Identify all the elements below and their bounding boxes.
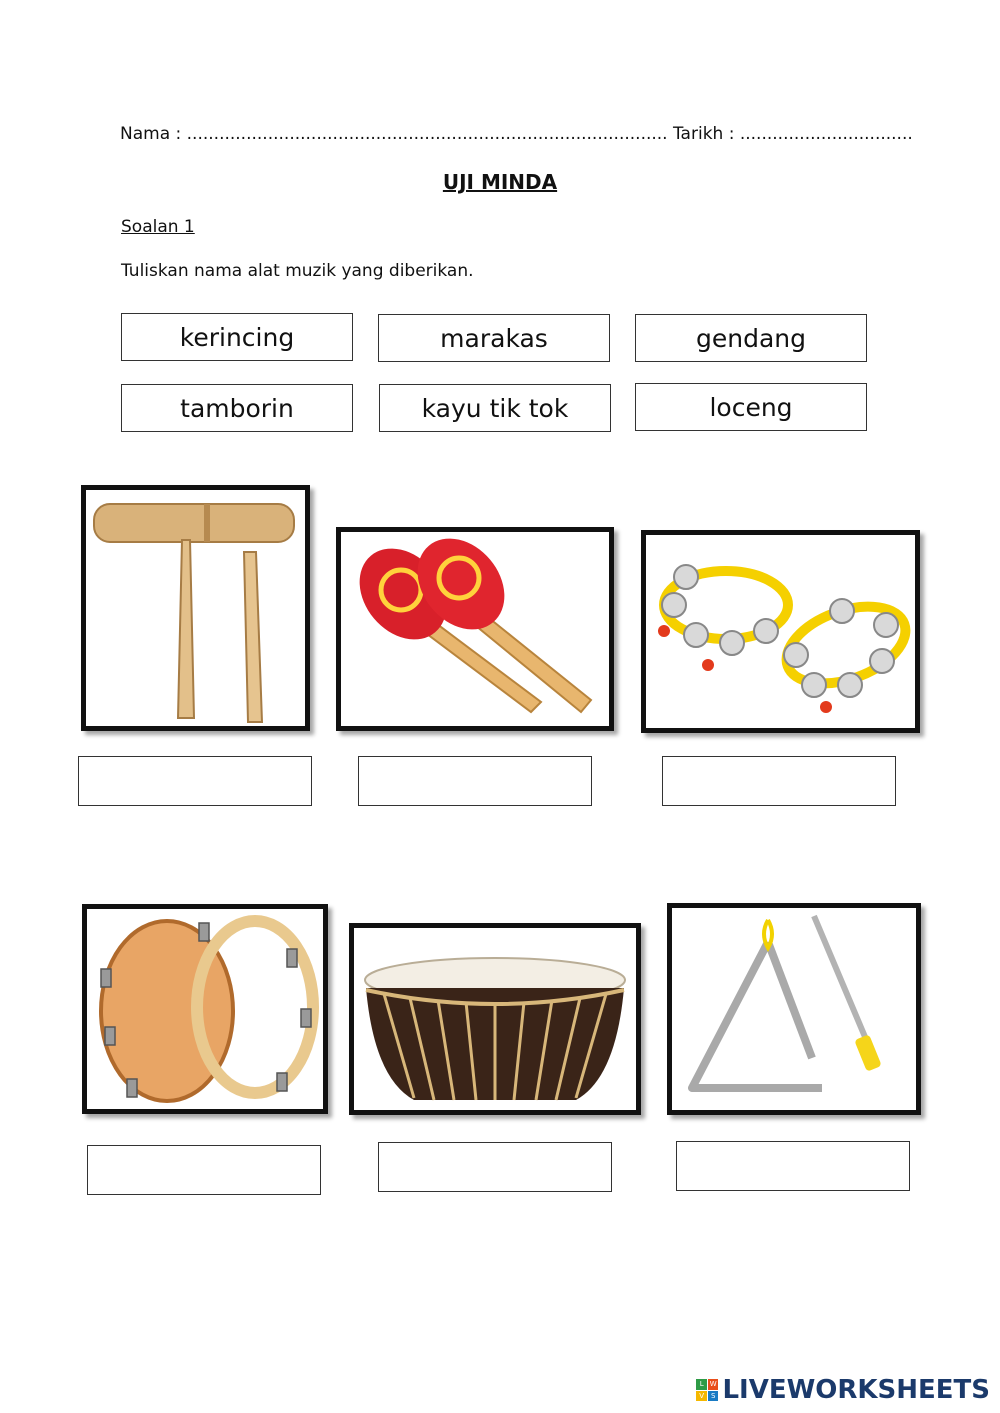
picture-drum bbox=[349, 923, 641, 1115]
name-date-line: Nama : ......................................................................................... Tarikh : ................................ bbox=[120, 124, 913, 144]
answer-box-6[interactable] bbox=[676, 1141, 910, 1191]
drum-icon bbox=[354, 928, 636, 1110]
picture-tambourine bbox=[82, 904, 328, 1114]
word-box-gendang[interactable]: gendang bbox=[635, 314, 867, 362]
answer-box-5[interactable] bbox=[378, 1142, 612, 1192]
word-box-tamborin[interactable]: tamborin bbox=[121, 384, 353, 432]
picture-wood-block bbox=[81, 485, 310, 731]
logo-mark-icon: L W V S bbox=[696, 1379, 718, 1401]
triangle-icon bbox=[672, 908, 916, 1110]
picture-jingle-bells bbox=[641, 530, 920, 733]
answer-box-2[interactable] bbox=[358, 756, 592, 806]
answer-box-1[interactable] bbox=[78, 756, 312, 806]
question-label: Soalan 1 bbox=[121, 217, 195, 237]
picture-maracas bbox=[336, 527, 614, 731]
wood-block-icon bbox=[86, 490, 305, 726]
maracas-icon bbox=[341, 532, 609, 726]
word-box-kayu-tik-tok[interactable]: kayu tik tok bbox=[379, 384, 611, 432]
picture-triangle bbox=[667, 903, 921, 1115]
word-box-kerincing[interactable]: kerincing bbox=[121, 313, 353, 361]
word-box-marakas[interactable]: marakas bbox=[378, 314, 610, 362]
instruction-text: Tuliskan nama alat muzik yang diberikan. bbox=[121, 261, 474, 281]
logo-text: LIVEWORKSHEETS bbox=[722, 1375, 990, 1405]
tambourine-icon bbox=[87, 909, 323, 1109]
jingle-bells-icon bbox=[646, 535, 915, 728]
answer-box-4[interactable] bbox=[87, 1145, 321, 1195]
word-box-loceng[interactable]: loceng bbox=[635, 383, 867, 431]
liveworksheets-logo bbox=[696, 1375, 990, 1405]
page-title: UJI MINDA bbox=[442, 170, 558, 194]
answer-box-3[interactable] bbox=[662, 756, 896, 806]
